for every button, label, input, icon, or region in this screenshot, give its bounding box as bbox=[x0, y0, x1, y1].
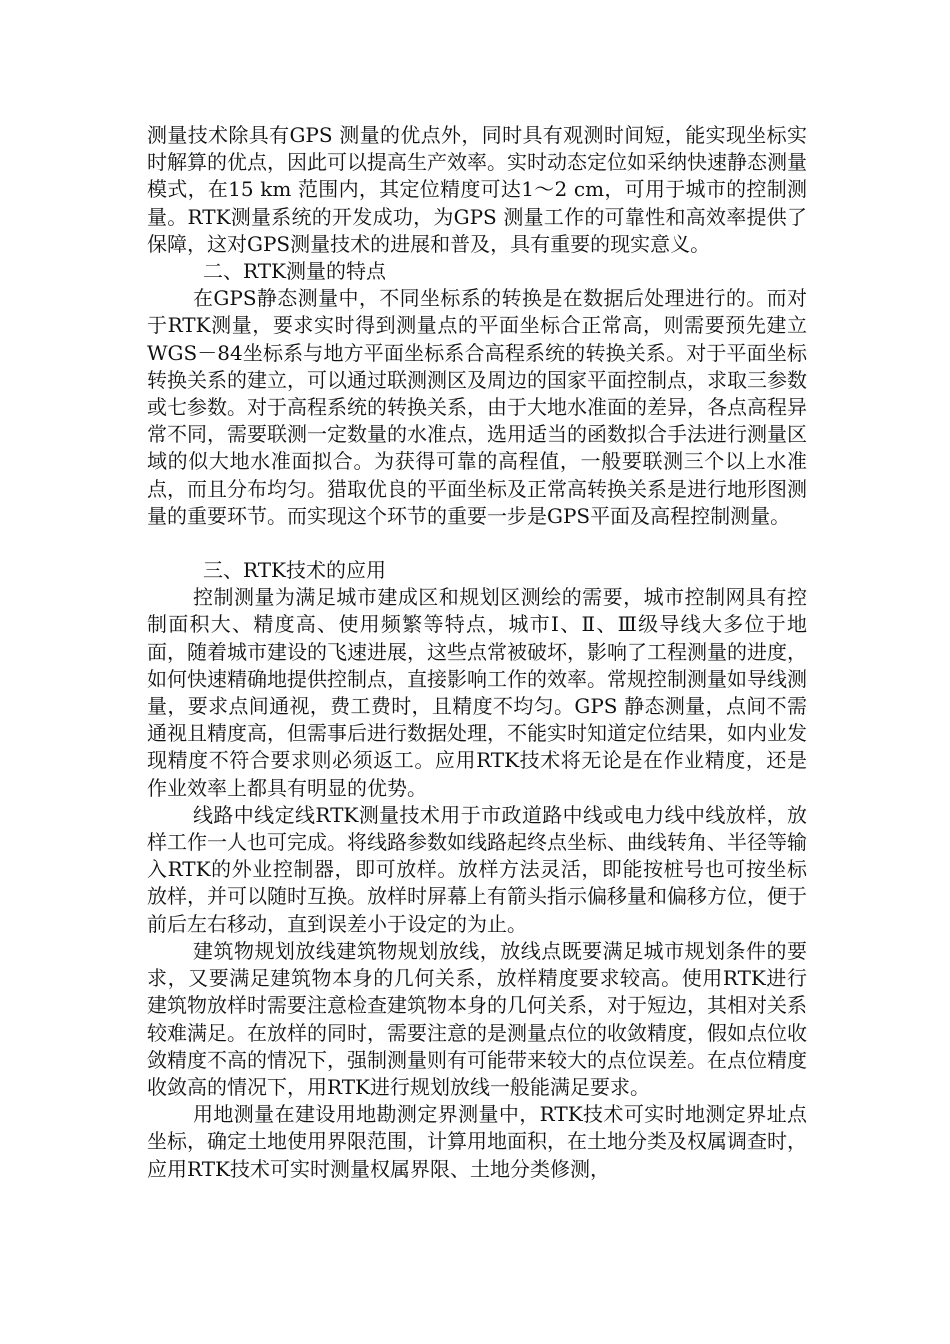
paragraph-intro: 测量技术除具有GPS 测量的优点外，同时具有观测时间短，能实现坐标实时解算的优点，因此可以提高生产效率。实时动态定位如采纳快速静态测量模式，在15 km 范围内，其定位精度可达1～2 cm，可用于城市的控制测量。RTK测量系统的开发成功，为GPS 测量工作的可靠性和高效率提供了保障，这对GPS测量技术的进展和普及，具有重要的现实意义。 bbox=[147, 123, 807, 256]
section-heading-rtk-applications: 三、RTK技术的应用 bbox=[203, 558, 386, 583]
paragraph-control-survey: 控制测量为满足城市建成区和规划区测绘的需要，城市控制网具有控制面积大、精度高、使用频繁等特点，城市Ⅰ、Ⅱ、Ⅲ级导线大多位于地面，随着城市建设的飞速进展，这些点常被破坏，影响了工程测量的进度，如何快速精确地提供控制点，直接影响工作的效率。常规控制测量如导线测量，要求点间通视，费工费时，且精度不均匀。GPS 静态测量，点间不需通视且精度高，但需事后进行数据处理，不能实时知道定位结果，如内业发现精度不符合要求则必须返工。应用RTK技术将无论是在作业精度，还是作业效率上都具有明显的优势。 bbox=[147, 585, 807, 800]
section-heading-rtk-features: 二、RTK测量的特点 bbox=[203, 259, 386, 284]
paragraph-route-staking: 线路中线定线RTK测量技术用于市政道路中线或电力线中线放样，放样工作一人也可完成。将线路参数如线路起终点坐标、曲线转角、半径等输入RTK的外业控制器，即可放样。放样方法灵活，即能按桩号也可按坐标放样，并可以随时互换。放样时屏幕上有箭头指示偏移量和偏移方位，便于前后左右移动，直到误差小于设定的为止。 bbox=[147, 802, 807, 936]
paragraph-land-survey: 用地测量在建设用地勘测定界测量中，RTK技术可实时地测定界址点坐标，确定土地使用界限范围，计算用地面积，在土地分类及权属调查时，应用RTK技术可实时测量权属界限、土地分类修测， bbox=[147, 1102, 807, 1181]
paragraph-building-layout: 建筑物规划放线建筑物规划放线，放线点既要满足城市规划条件的要求，又要满足建筑物本身的几何关系，放样精度要求较高。使用RTK进行建筑物放样时需要注意检查建筑物本身的几何关系，对于短边，其相对关系较难满足。在放样的同时，需要注意的是测量点位的收敛精度，假如点位收敛精度不高的情况下，强制测量则有可能带来较大的点位误差。在点位精度收敛高的情况下，用RTK进行规划放线一般能满足要求。 bbox=[147, 938, 807, 1099]
paragraph-spacer bbox=[147, 530, 807, 557]
document-page bbox=[147, 122, 807, 1183]
paragraph-coordinate-conversion: 在GPS静态测量中，不同坐标系的转换是在数据后处理进行的。而对于RTK测量，要求实时得到测量点的平面坐标合正常高，则需要预先建立WGS－84坐标系与地方平面坐标系合高程系统的转换关系。对于平面坐标转换关系的建立，可以通过联测测区及周边的国家平面控制点，求取三参数或七参数。对于高程系统的转换关系，由于大地水准面的差异，各点高程异常不同，需要联测一定数量的水准点，选用适当的函数拟合手法进行测量区域的似大地水准面拟合。为获得可靠的高程值，一般要联测三个以上水准点，而且分布均匀。猎取优良的平面坐标及正常高转换关系是进行地形图测量的重要环节。而实现这个环节的重要一步是GPS平面及高程控制测量。 bbox=[147, 286, 807, 528]
